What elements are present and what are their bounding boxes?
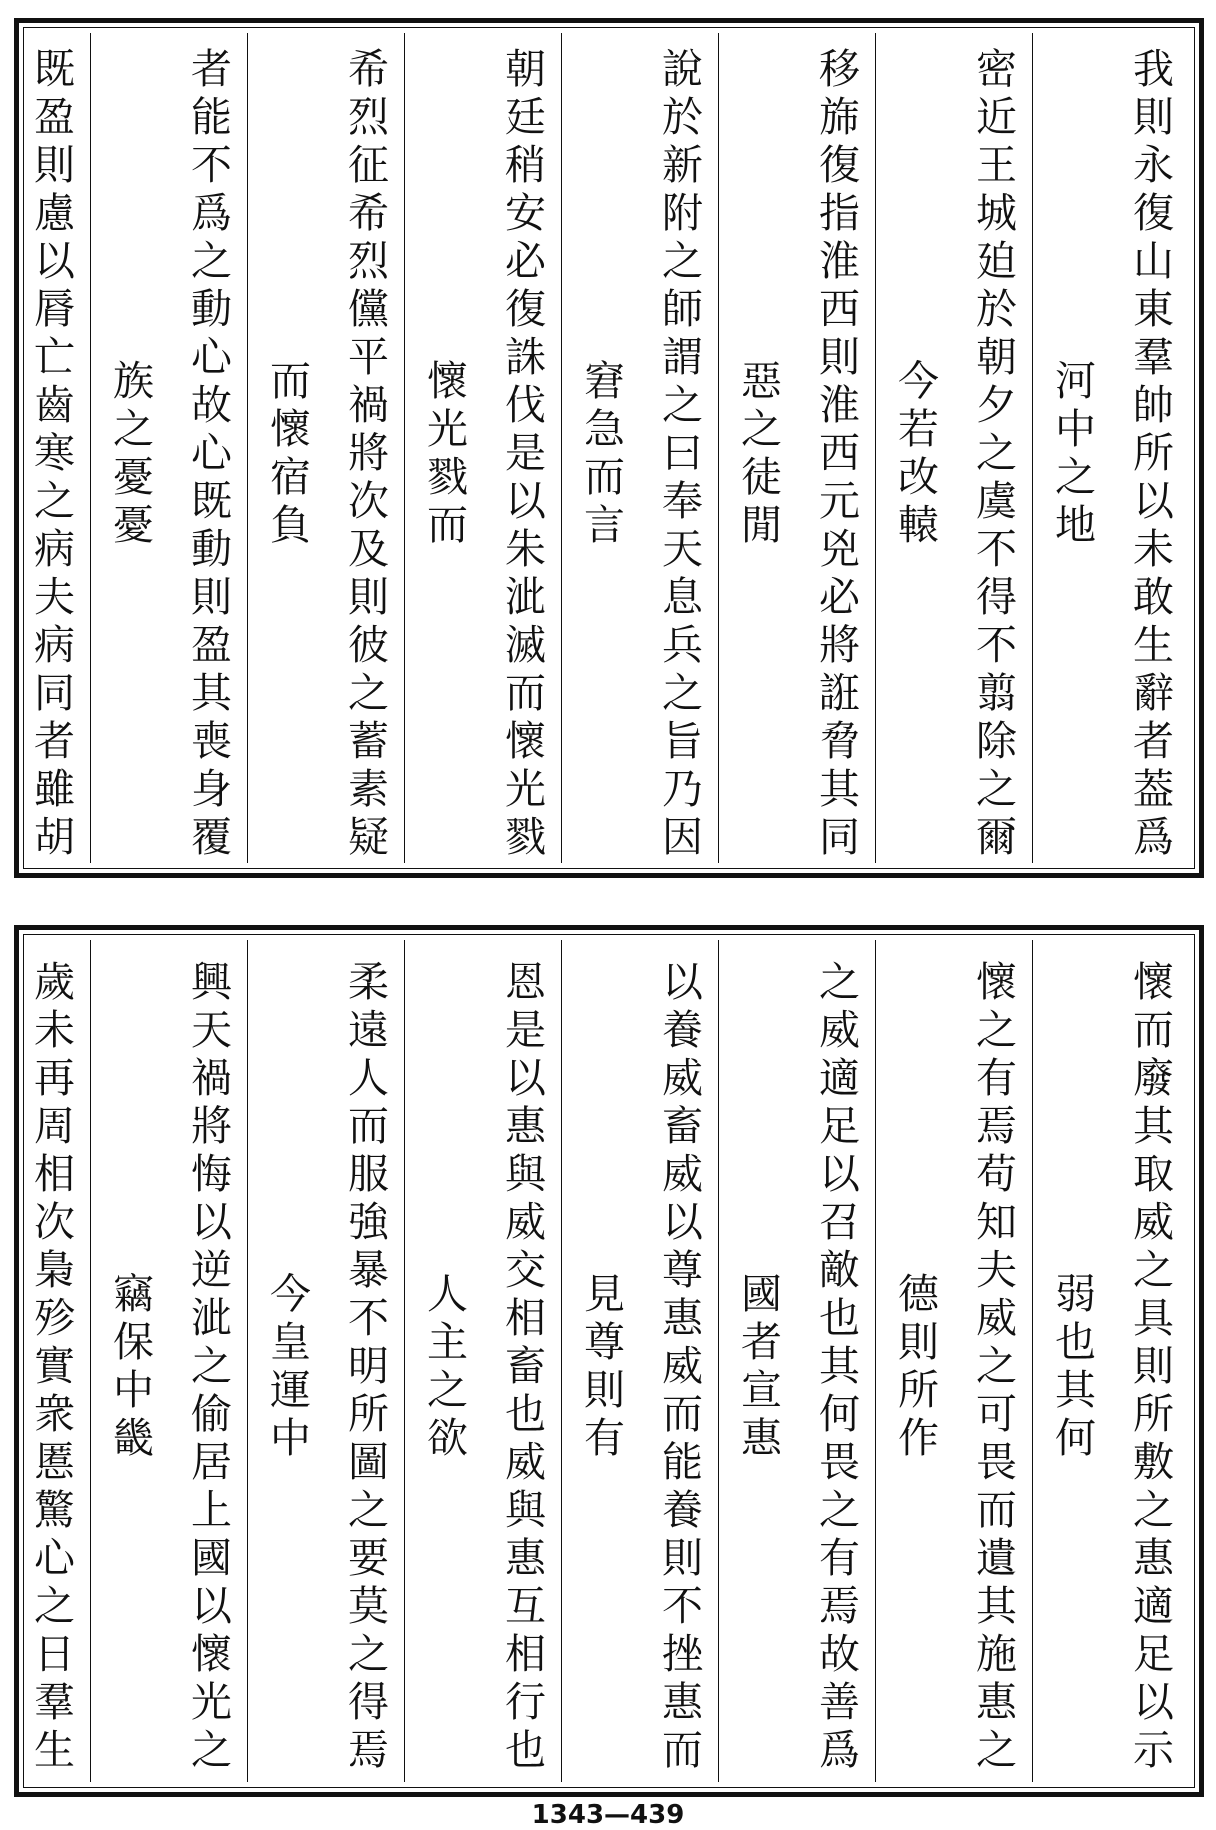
text-column: 懷而廢其取威之具則所敷之惠適足以示弱也其何 [1032, 940, 1189, 1782]
text-column: 以養威畜威以尊惠威而能養則不挫惠而見尊則有 [561, 940, 718, 1782]
text-column: 興天禍將悔以逆泚之偷居上國以懷光之竊保中畿 [90, 940, 247, 1782]
bottom-page [14, 925, 1204, 1797]
text-column: 懷之有焉苟知夫威之可畏而遺其施惠之德則所作 [875, 940, 1032, 1782]
text-column: 柔遠人而服強暴不明所圖之要莫之得焉今皇運中 [247, 940, 404, 1782]
text-column: 希烈征希烈儻平禍將次及則彼之蓄素疑而懷宿負 [247, 33, 404, 863]
text-column: 說於新附之師謂之曰奉天息兵之旨乃因窘急而言 [561, 33, 718, 863]
text-column: 朝廷稍安必復誅伐是以朱泚滅而懷光戮懷光戮而 [404, 33, 561, 863]
top-columns [29, 33, 1189, 863]
text-column: 歲未再周相次梟殄實衆慝驚心之日羣生 [0, 940, 90, 1782]
text-column: 移旆復指淮西則淮西元兇必將誑脅其同惡之徒閒 [718, 33, 875, 863]
page-code-footer: 1343—439 [531, 1800, 685, 1830]
text-column: 既盈則慮以脣亡齒寒之病夫病同者雖胡 [0, 33, 90, 863]
text-column: 我則永復山東羣帥所以未敢生辭者葢爲河中之地 [1032, 33, 1189, 863]
top-page [14, 18, 1204, 878]
text-column: 密近王城廹於朝夕之虞不得不翦除之爾今若改轅 [875, 33, 1032, 863]
text-column: 恩是以惠與威交相畜也威與惠互相行也人主之欲 [404, 940, 561, 1782]
text-column: 者能不爲之動心故心既動則盈其喪身覆族之憂憂 [90, 33, 247, 863]
bottom-columns [29, 940, 1189, 1782]
text-column: 之威適足以召敵也其何畏之有焉故善爲國者宣惠 [718, 940, 875, 1782]
